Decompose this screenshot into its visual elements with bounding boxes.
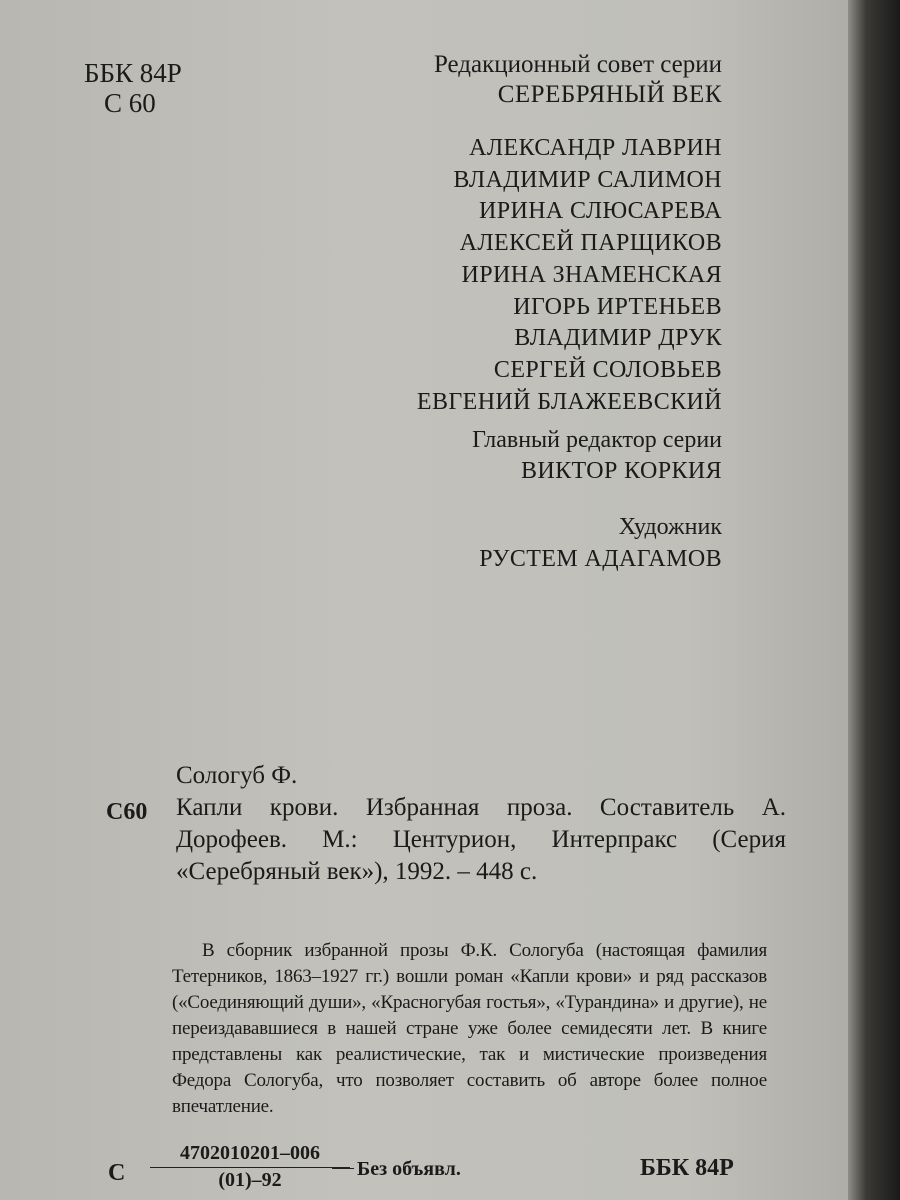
bbk-classification-top xyxy=(84,58,182,118)
series-title: СЕРЕБРЯНЫЙ ВЕК xyxy=(497,81,722,108)
artist xyxy=(479,511,722,575)
editorial-council xyxy=(434,50,722,110)
council-member: ЕВГЕНИЙ БЛАЖЕЕВСКИЙ xyxy=(416,388,722,415)
council-member: АЛЕКСАНДР ЛАВРИН xyxy=(469,135,722,161)
council-member: СЕРГЕЙ СОЛОВЬЕВ xyxy=(493,356,722,383)
council-member: ИГОРЬ ИРТЕНЬЕВ xyxy=(513,293,722,320)
no-announcement-note: Без объявл. xyxy=(357,1158,461,1180)
fraction-denominator: (01)–92 xyxy=(218,1169,282,1191)
chief-editor-name: ВИКТОР КОРКИЯ xyxy=(520,458,722,484)
bbk-index: ББК 84Р xyxy=(84,58,182,88)
council-member: ВЛАДИМИР ДРУК xyxy=(514,325,722,352)
fraction-numerator: 4702010201–006 xyxy=(150,1141,350,1168)
council-member: АЛЕКСЕЙ ПАРЩИКОВ xyxy=(459,230,722,257)
book-spine-shadow xyxy=(848,0,900,1200)
artist-label: Художник xyxy=(618,514,722,540)
chief-editor-label: Главный редактор серии xyxy=(472,427,722,453)
chief-editor xyxy=(472,425,722,487)
catalog-description: Капли крови. Избранная проза. Составитель А. Дорофеев. М.: Центурион, Интерпракс (Серия «Серебряный век»), 1992. – 448 с. xyxy=(176,794,786,885)
bbk-classification-bottom: ББК 84Р xyxy=(640,1155,734,1181)
council-member: ИРИНА СЛЮСАРЕВА xyxy=(478,198,722,225)
catalog-code: С60 xyxy=(106,799,148,825)
bbk-code: С 60 xyxy=(104,88,156,118)
annotation-text: В сборник избранной прозы Ф.К. Сологуба (настоящая фамилия Тетерников, 1863–1927 гг.) вошли роман «Капли крови» и ряд рассказов («Соединяющий души», «Красногубая гостья», «Турандина» и другие), не переиздававшиеся в нашей стране уже более семидесяти лет. В книге представлены как реалистические, так и мистические произведения Федора Сологуба, что позволяет составить об авторе более полное впечатление. xyxy=(172,940,767,1117)
council-member: ВЛАДИМИР САЛИМОН xyxy=(453,166,722,193)
council-member: ИРИНА ЗНАМЕНСКАЯ xyxy=(461,261,722,288)
council-members-list xyxy=(417,133,722,418)
fraction-line xyxy=(332,1168,354,1169)
publication-index-fraction xyxy=(150,1141,350,1192)
footer-letter: С xyxy=(108,1160,126,1186)
artist-name: РУСТЕМ АДАГАМОВ xyxy=(479,546,722,572)
council-label: Редакционный совет серии xyxy=(433,51,722,78)
catalog-author: Сологуб Ф. xyxy=(176,762,298,789)
